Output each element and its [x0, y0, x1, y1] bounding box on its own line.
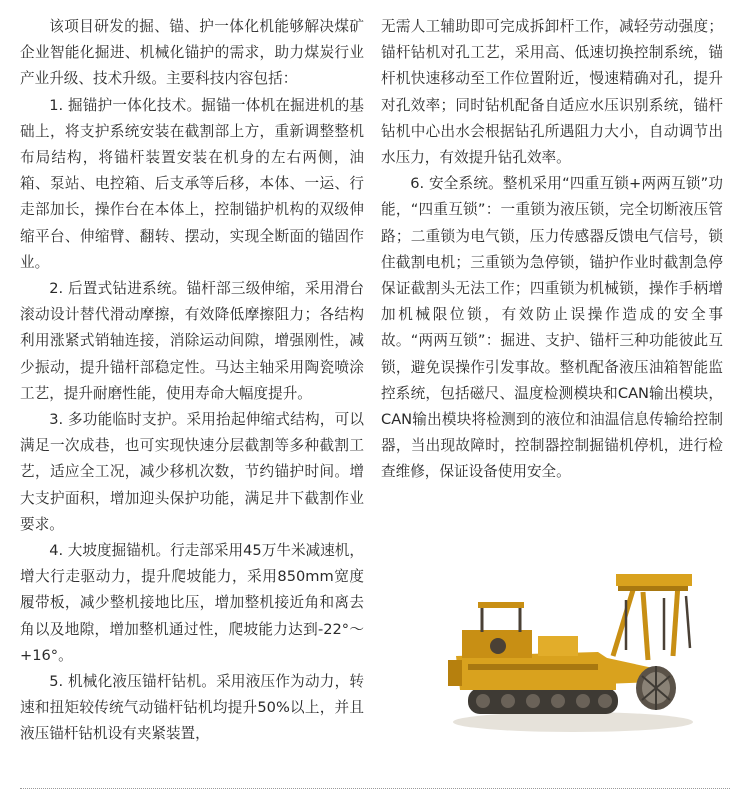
intro-paragraph: 该项目研发的掘、锚、护一体化机能够解决煤矿企业智能化掘进、机械化锚护的需求，助力煤炭行业产业升级、技术升级。主要科技内容包括： — [20, 18, 364, 88]
section-6-paragraph: 6. 安全系统。整机采用“四重互锁+两两互锁”功能，“四重互锁”：一重锁为液压锁，完全切断液压管路；二重锁为电气锁，压力传感器反馈电气信号，锁住截割电机；三重锁为急停锁，锚护作业时截割急停保证截割头无法工作；四重锁为机械锁，操作手柄增加机械限位锁，有效防止误操作造成的安全事故。“两两互锁”：掘进、支护、锚杆三种功能彼此互锁，避免误操作引发事故。整机配备液压油箱智能监控系统，包括磁尺、温度检测模块和CAN输出模块，CAN输出模块将检测到的液位和油温信息传输给控制器，当出现故障时，控制器控制掘锚机停机，进行检查维修，保证设备使用安全。 — [381, 175, 723, 481]
roof-support-platform — [616, 574, 692, 586]
bolter-miner-illustration — [438, 560, 718, 740]
cutter-head — [636, 666, 676, 710]
section-5-paragraph: 5. 机械化液压锚杆钻机。采用液压作为动力，转速和扭矩较传统气动锚杆钻机均提升50%以上，并且液压锚杆钻机设有夹紧装置， — [20, 673, 364, 743]
operator-canopy — [478, 602, 524, 608]
hydraulic-reel — [490, 638, 506, 654]
article-left-column — [20, 14, 364, 748]
section-2-paragraph: 2. 后置式钻进系统。锚杆部三级伸缩，采用滑台滚动设计替代滑动摩擦，有效降低摩擦阻力；各结构利用涨紧式销轴连接，消除运动间隙，增强刚性，减少振动，提升锚杆部稳定性。马达主轴采用陶瓷喷涂工艺，提升耐磨性能，使用寿命大幅度提升。 — [20, 280, 364, 402]
page-bottom-divider — [20, 788, 730, 789]
section-4-paragraph: 4. 大坡度掘锚机。行走部采用45万牛米减速机，增大行走驱动力，提升爬坡能力，采用850mm宽度履带板，减少整机接地比压，增加整机接近角和离去角以及地隙，增加整机通过性，爬坡能力达到-22°～+16°。 — [20, 542, 364, 664]
section-1-paragraph: 1. 掘锚护一体化技术。掘锚一体机在掘进机的基础上，将支护系统安装在截割部上方，重新调整整机布局结构，将锚杆装置安装在机身的左右两侧，油箱、泵站、电控箱、后支承等后移，本体、一运、行走部加长，操作台在本体上，控制锚护机构的双级伸缩平台、伸缩臂、翻转、摆动，实现全断面的锚固作业。 — [20, 96, 364, 271]
article-right-column — [381, 14, 723, 486]
bolting-rig — [613, 584, 678, 660]
machine-shadow — [453, 712, 693, 732]
section-5-continuation: 无需人工辅助即可完成拆卸杆工作，减轻劳动强度；锚杆钻机对孔工艺，采用高、低速切换控制系统，锚杆机快速移动至工作位置附近，慢速精确对孔，提升对孔效率；同时钻机配备自适应水压识别系统，锚杆钻机中心出水会根据钻孔所遇阻力大小，自动调节出水压力，有效提升钻孔效率。 — [381, 18, 723, 167]
section-3-paragraph: 3. 多功能临时支护。采用抬起伸缩式结构，可以满足一次成巷，也可实现快速分层截割等多种截割工艺，适应全工况，减少移机次数，节约锚护时间。增大支护面积，增加迎头保护功能，满足井下截割作业要求。 — [20, 411, 364, 533]
crawler-track — [468, 688, 618, 714]
